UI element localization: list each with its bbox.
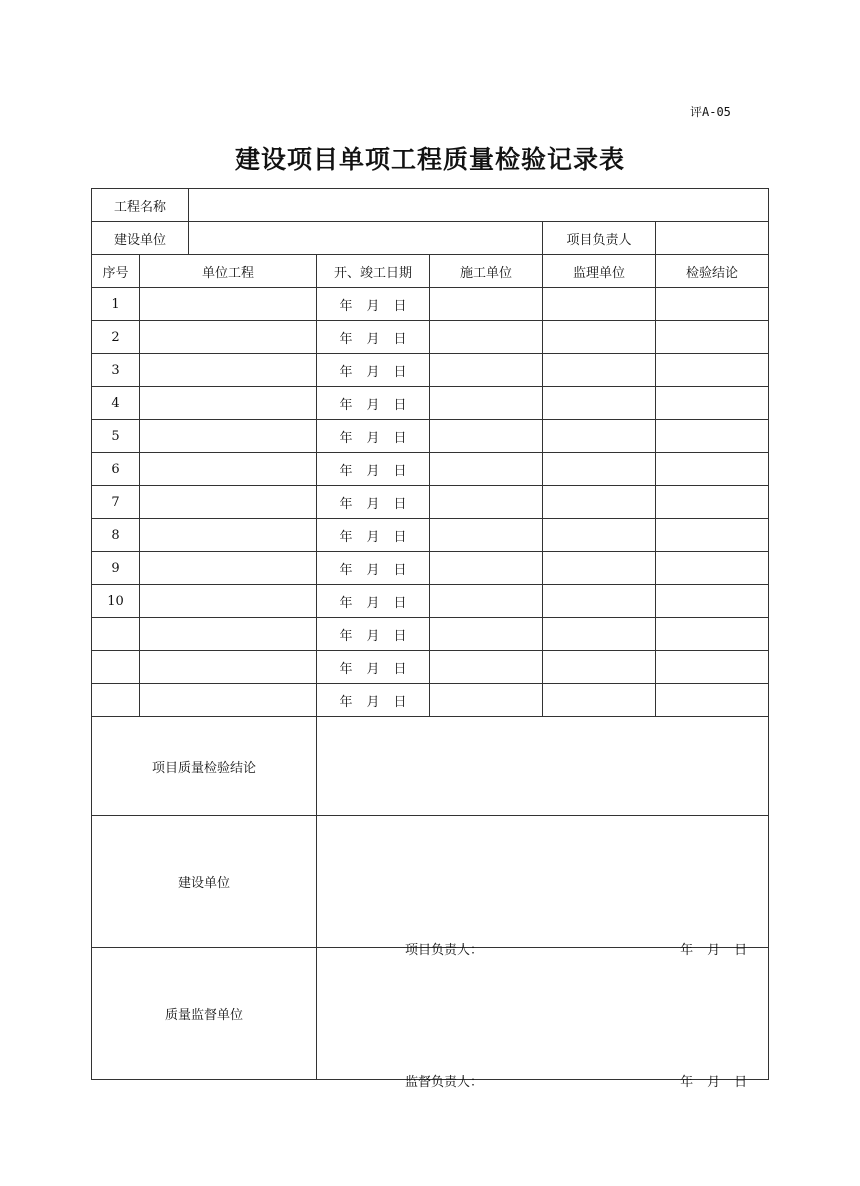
row-conclusion[interactable] (656, 453, 769, 486)
table-row (92, 684, 769, 717)
row-dates[interactable] (317, 321, 430, 354)
quality-conclusion-field[interactable] (317, 717, 769, 816)
date-month-label: 月 (366, 694, 380, 710)
row-conclusion[interactable] (656, 288, 769, 321)
date-year-label: 年 (339, 562, 353, 578)
row-seq: 1 (92, 288, 140, 321)
quality-conclusion-label: 项目质量检验结论 (92, 717, 317, 816)
date-day-label: 日 (393, 364, 407, 380)
col-header-conclusion: 检验结论 (656, 255, 769, 288)
row-contractor[interactable] (430, 552, 543, 585)
date-month-label: 月 (366, 496, 380, 512)
row-contractor[interactable] (430, 453, 543, 486)
row-conclusion[interactable] (656, 552, 769, 585)
table-row (92, 387, 769, 420)
row-conclusion[interactable] (656, 684, 769, 717)
date-month-label: 月 (366, 463, 380, 479)
row-seq (92, 618, 140, 651)
row-unit-project[interactable] (140, 387, 317, 420)
row-conclusion[interactable] (656, 519, 769, 552)
row-contractor[interactable] (430, 618, 543, 651)
builder-section-label: 建设单位 (92, 816, 317, 948)
date-day-label: 日 (393, 463, 407, 479)
page-title: 建设项目单项工程质量检验记录表 (234, 145, 625, 174)
date-year-label: 年 (339, 595, 353, 611)
date-year-label: 年 (339, 529, 353, 545)
supervision-section-sign-label: 监督负责人： (405, 1075, 484, 1090)
table-row (92, 321, 769, 354)
row-seq: 5 (92, 420, 140, 453)
row-dates[interactable] (317, 651, 430, 684)
row-seq: 2 (92, 321, 140, 354)
date-month-label: 月 (366, 529, 380, 545)
row-unit-project[interactable] (140, 651, 317, 684)
row-supervisor[interactable] (543, 387, 656, 420)
date-day-label: 日 (393, 595, 407, 611)
date-day-label: 日 (393, 529, 407, 545)
date-year-label: 年 (680, 1075, 694, 1090)
col-header-supervisor: 监理单位 (543, 255, 656, 288)
row-conclusion[interactable] (656, 585, 769, 618)
date-month-label: 月 (707, 943, 721, 958)
builder-row (92, 222, 769, 255)
row-supervisor[interactable] (543, 552, 656, 585)
date-month-label: 月 (366, 430, 380, 446)
row-supervisor[interactable] (543, 486, 656, 519)
row-contractor[interactable] (430, 486, 543, 519)
table-row (92, 288, 769, 321)
row-dates[interactable] (317, 387, 430, 420)
row-dates[interactable] (317, 486, 430, 519)
builder-section-sign-label: 项目负责人： (405, 943, 484, 958)
date-month-label: 月 (707, 1075, 721, 1090)
row-dates[interactable] (317, 453, 430, 486)
row-unit-project[interactable] (140, 684, 317, 717)
row-contractor[interactable] (430, 288, 543, 321)
date-year-label: 年 (339, 397, 353, 413)
date-day-label: 日 (393, 430, 407, 446)
date-day-label: 日 (393, 331, 407, 347)
row-dates[interactable] (317, 684, 430, 717)
row-dates[interactable] (317, 585, 430, 618)
row-conclusion[interactable] (656, 486, 769, 519)
row-supervisor[interactable] (543, 585, 656, 618)
row-dates[interactable] (317, 552, 430, 585)
column-header-row (92, 255, 769, 288)
row-dates[interactable] (317, 618, 430, 651)
table-row (92, 354, 769, 387)
row-seq: 4 (92, 387, 140, 420)
table-row (92, 651, 769, 684)
row-dates[interactable] (317, 354, 430, 387)
builder-section-row (92, 816, 769, 948)
project-name-field[interactable] (189, 189, 769, 222)
date-year-label: 年 (339, 463, 353, 479)
date-year-label: 年 (339, 331, 353, 347)
date-year-label: 年 (339, 430, 353, 446)
supervision-section-row (92, 948, 769, 1080)
date-day-label: 日 (393, 562, 407, 578)
row-conclusion[interactable] (656, 387, 769, 420)
table-row (92, 420, 769, 453)
row-conclusion[interactable] (656, 420, 769, 453)
row-contractor[interactable] (430, 684, 543, 717)
row-dates[interactable] (317, 420, 430, 453)
row-seq (92, 684, 140, 717)
row-seq: 3 (92, 354, 140, 387)
date-year-label: 年 (339, 694, 353, 710)
row-conclusion[interactable] (656, 651, 769, 684)
row-supervisor[interactable] (543, 684, 656, 717)
row-supervisor[interactable] (543, 321, 656, 354)
row-contractor[interactable] (430, 387, 543, 420)
row-supervisor[interactable] (543, 651, 656, 684)
project-leader-label: 项目负责人 (543, 222, 656, 255)
date-day-label: 日 (393, 298, 407, 314)
supervision-section-field[interactable] (317, 948, 769, 1090)
row-conclusion[interactable] (656, 321, 769, 354)
row-dates[interactable] (317, 519, 430, 552)
date-day-label: 日 (393, 694, 407, 710)
date-year-label: 年 (680, 943, 694, 958)
row-seq: 10 (92, 585, 140, 618)
row-seq: 9 (92, 552, 140, 585)
row-dates[interactable] (317, 288, 430, 321)
table-row (92, 552, 769, 585)
supervision-section-label: 质量监督单位 (92, 948, 317, 1080)
builder-section-field[interactable] (317, 816, 769, 958)
row-contractor[interactable] (430, 651, 543, 684)
table-row (92, 453, 769, 486)
inspection-record-table (91, 188, 769, 1090)
table-row (92, 519, 769, 552)
row-unit-project[interactable] (140, 288, 317, 321)
row-supervisor[interactable] (543, 354, 656, 387)
date-month-label: 月 (366, 298, 380, 314)
row-seq: 6 (92, 453, 140, 486)
date-month-label: 月 (366, 595, 380, 611)
table-row (92, 585, 769, 618)
row-supervisor[interactable] (543, 519, 656, 552)
project-name-label: 工程名称 (92, 189, 189, 222)
row-seq: 8 (92, 519, 140, 552)
date-year-label: 年 (339, 298, 353, 314)
date-day-label: 日 (393, 397, 407, 413)
date-year-label: 年 (339, 661, 353, 677)
project-name-row (92, 189, 769, 222)
row-contractor[interactable] (430, 585, 543, 618)
date-month-label: 月 (366, 331, 380, 347)
row-contractor[interactable] (430, 519, 543, 552)
date-year-label: 年 (339, 364, 353, 380)
date-month-label: 月 (366, 562, 380, 578)
row-conclusion[interactable] (656, 618, 769, 651)
row-contractor[interactable] (430, 321, 543, 354)
table-row (92, 618, 769, 651)
date-month-label: 月 (366, 397, 380, 413)
row-supervisor[interactable] (543, 453, 656, 486)
col-header-seq: 序号 (92, 255, 140, 288)
row-unit-project[interactable] (140, 552, 317, 585)
row-seq: 7 (92, 486, 140, 519)
row-contractor[interactable] (430, 420, 543, 453)
date-day-label: 日 (393, 496, 407, 512)
row-unit-project[interactable] (140, 321, 317, 354)
form-code: 评A-05 (690, 105, 731, 119)
col-header-contractor: 施工单位 (430, 255, 543, 288)
date-day-label: 日 (734, 1075, 748, 1090)
row-unit-project[interactable] (140, 486, 317, 519)
row-unit-project[interactable] (140, 585, 317, 618)
date-year-label: 年 (339, 628, 353, 644)
row-conclusion[interactable] (656, 354, 769, 387)
date-day-label: 日 (393, 661, 407, 677)
project-leader-field[interactable] (656, 222, 769, 255)
row-unit-project[interactable] (140, 453, 317, 486)
row-unit-project[interactable] (140, 420, 317, 453)
row-supervisor[interactable] (543, 420, 656, 453)
row-unit-project[interactable] (140, 354, 317, 387)
row-supervisor[interactable] (543, 618, 656, 651)
supervision-section-sign-date (673, 1071, 754, 1090)
row-contractor[interactable] (430, 354, 543, 387)
date-year-label: 年 (339, 496, 353, 512)
quality-conclusion-row (92, 717, 769, 816)
col-header-dates: 开、竣工日期 (317, 255, 430, 288)
row-unit-project[interactable] (140, 618, 317, 651)
builder-label: 建设单位 (92, 222, 189, 255)
builder-field[interactable] (189, 222, 543, 255)
table-row (92, 486, 769, 519)
row-seq (92, 651, 140, 684)
date-month-label: 月 (366, 628, 380, 644)
row-unit-project[interactable] (140, 519, 317, 552)
date-day-label: 日 (734, 943, 748, 958)
col-header-unit-project: 单位工程 (140, 255, 317, 288)
date-month-label: 月 (366, 364, 380, 380)
date-month-label: 月 (366, 661, 380, 677)
row-supervisor[interactable] (543, 288, 656, 321)
date-day-label: 日 (393, 628, 407, 644)
